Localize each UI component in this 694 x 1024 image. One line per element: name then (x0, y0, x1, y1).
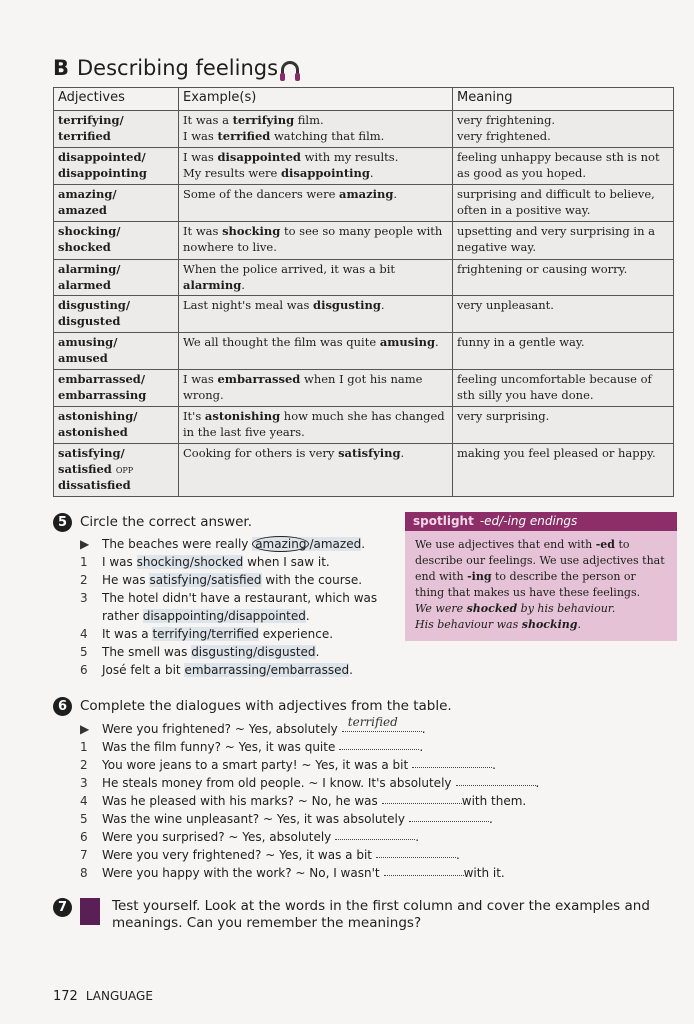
text-segment: It was a (183, 113, 233, 127)
item-prompt: Was the wine unpleasant? ~ Yes, it was absolutely (102, 812, 405, 826)
item-number: 7 (80, 848, 88, 862)
text-segment: . (241, 277, 245, 292)
bold-word: shocking (521, 618, 578, 631)
adjective (58, 298, 174, 314)
table-row (54, 407, 674, 444)
text-segment: in the last five years. (183, 424, 305, 439)
item-prompt: Was he pleased with his marks? ~ No, he was (102, 794, 378, 808)
adjective-cell (54, 333, 179, 370)
text-segment: His behaviour was (415, 618, 522, 631)
exercise-number: 5 (53, 513, 72, 532)
example-line (183, 409, 448, 425)
bold-word: shocked (466, 602, 518, 615)
bold-word: satisfying (338, 446, 401, 460)
exercise-6-items (80, 715, 540, 882)
spotlight-title: -ed/-ing endings (479, 514, 578, 528)
exercise-item (80, 589, 377, 625)
table-row (54, 260, 674, 296)
adjective (58, 351, 174, 367)
adjective (58, 409, 174, 425)
footer-section: LANGUAGE (85, 989, 153, 1003)
adjective-text: shocking/ (58, 224, 121, 238)
example-line (183, 240, 448, 256)
bold-word: -ing (467, 570, 492, 583)
text-segment: My results were (183, 165, 282, 180)
example-line (183, 187, 448, 203)
option-text[interactable]: terrifying/terrified (152, 627, 259, 641)
table-row (54, 222, 674, 260)
item-suffix: . (361, 537, 366, 551)
text-segment: when I got his name (300, 372, 423, 386)
example-cell (179, 370, 453, 407)
meaning-cell (453, 333, 674, 370)
meaning-line: feeling unhappy because sth is not (457, 150, 660, 164)
option-text[interactable]: satisfying/satisfied (149, 573, 262, 587)
text-segment: . (435, 335, 439, 349)
adjective (58, 425, 174, 441)
example-line (183, 278, 448, 294)
exercise-item (80, 535, 377, 553)
adjective-cell (54, 296, 179, 333)
exercise-item (80, 810, 539, 828)
exercise-item (80, 625, 377, 643)
answer-blank[interactable] (412, 756, 492, 768)
example-line (183, 388, 448, 404)
item-prompt: Were you surprised? ~ Yes, absolutely (102, 830, 332, 844)
adjective (58, 224, 174, 240)
example-cell (179, 333, 453, 370)
adjective (58, 113, 174, 129)
adjective-cell (54, 111, 179, 148)
exercise-5-items (80, 535, 377, 679)
exercise-number: 7 (53, 898, 72, 917)
adjective (58, 262, 174, 278)
item-number: 8 (80, 866, 88, 880)
example-cell (179, 407, 453, 444)
adjective (58, 240, 174, 256)
item-suffix: . (415, 830, 420, 844)
exercise-item (80, 643, 377, 661)
spotlight-tag: spotlight (413, 514, 474, 528)
item-suffix: . (349, 663, 353, 677)
adjective-text: dissatisfied (58, 478, 131, 492)
item-prefix: The smell was (102, 645, 192, 659)
item-prompt: You wore jeans to a smart party! ~ Yes, it was a bit (102, 758, 409, 772)
text-segment: to describe our feelings. We use adjectives that end with (415, 538, 665, 583)
text-segment: We use adjectives that end with (415, 538, 596, 551)
text-segment: When the police arrived, it was a bit (183, 262, 396, 276)
example-cell (179, 185, 453, 222)
circled-answer[interactable]: amazing (252, 536, 309, 552)
item-text (102, 535, 365, 553)
adjective (58, 478, 174, 494)
text-segment: It's (183, 409, 205, 423)
exercise-instruction: Complete the dialogues with adjectives from the table. (80, 698, 452, 714)
example-line (183, 262, 448, 278)
example-line (183, 372, 448, 388)
section-heading: Describing feelings (77, 56, 279, 80)
adjective-text: astonishing/ (58, 409, 138, 423)
meaning-cell (453, 370, 674, 407)
text-segment: to describe the person or thing that makes us have these feelings. (415, 570, 641, 599)
adjective-cell (54, 370, 179, 407)
exercise-item (80, 661, 377, 679)
text-segment: . (393, 187, 398, 201)
page-number: 172 (53, 989, 78, 1004)
meaning-cell (453, 148, 674, 185)
meaning-line: sth silly you have done. (457, 387, 594, 402)
bold-word: terrified (217, 128, 271, 143)
table-row (54, 333, 674, 370)
text-segment: watching that film. (270, 128, 385, 143)
answer-options[interactable] (152, 627, 258, 641)
item-number: 5 (80, 645, 88, 659)
adjective-cell (54, 222, 179, 260)
text-segment: We all thought the film was quite (183, 335, 380, 349)
adjective-text: disappointed/ (58, 150, 146, 164)
text-segment: I was (183, 128, 218, 143)
item-suffix: . (535, 776, 540, 790)
example-cell (179, 222, 453, 260)
answer-blank[interactable] (409, 810, 489, 822)
example-cell (179, 444, 453, 497)
item-number: 4 (80, 627, 88, 641)
adjective-text: disgusting/ (58, 298, 131, 312)
item-suffix: with the course. (261, 573, 363, 587)
adjective-text: disgusted (58, 313, 121, 328)
answer-blank[interactable] (376, 846, 456, 858)
section-letter: B (53, 56, 70, 80)
item-prefix: The beaches were really (102, 537, 253, 551)
meaning-line: as good as you hoped. (457, 165, 587, 180)
item-prompt: Were you frightened? ~ Yes, absolutely (102, 722, 338, 736)
bold-word: -ed (595, 538, 615, 551)
adjective-text: amazing/ (58, 187, 117, 201)
example-line (183, 425, 448, 441)
exercise-instruction: Circle the correct answer. (80, 514, 253, 530)
option-text[interactable]: embarrassing/embarrassed (184, 663, 350, 677)
header-adjectives: Adjectives (54, 88, 179, 111)
exercise-item (80, 846, 539, 864)
text-segment: . (380, 298, 385, 312)
item-suffix: with it. (463, 866, 505, 880)
adjective-text: shocked (58, 239, 111, 254)
text-segment: It was (183, 224, 223, 238)
adjective-cell (54, 444, 179, 497)
bold-word: amazing (339, 187, 394, 201)
meaning-line: often in a positive way. (457, 202, 591, 217)
item-prefix-2: rather (102, 609, 143, 623)
exercise-item (80, 864, 539, 882)
text-segment: to see so many people with (280, 224, 443, 238)
item-number: 4 (80, 794, 88, 808)
item-number: 3 (80, 591, 88, 605)
meaning-cell (453, 185, 674, 222)
meaning-line: surprising and difficult to believe, (457, 187, 655, 201)
notebook-icon (80, 898, 100, 925)
exercise-5-heading (53, 513, 252, 532)
meaning-cell (453, 260, 674, 296)
exercise-7-text: Test yourself. Look at the words in the first column and cover the examples and meanings. Can you remember the meanings? (112, 898, 650, 931)
item-text (102, 625, 333, 643)
text-segment: I was (183, 372, 218, 386)
item-prompt: He steals money from old people. ~ I know. It's absolutely (102, 776, 452, 790)
item-number: ▶ (80, 537, 90, 551)
meaning-cell (453, 222, 674, 260)
item-number: ▶ (80, 722, 90, 736)
example-line (183, 113, 448, 129)
answer-options[interactable] (137, 555, 244, 569)
adjective (58, 187, 174, 203)
table-row (54, 111, 674, 148)
item-text (102, 589, 377, 625)
item-suffix: . (305, 609, 310, 623)
exercise-item (80, 774, 539, 792)
exercise-item (80, 828, 539, 846)
adjective-text: amused (58, 350, 108, 365)
item-prefix: It was a (102, 627, 153, 641)
example-cell (179, 260, 453, 296)
item-number: 6 (80, 830, 88, 844)
adjective-text: embarrassed/ (58, 372, 146, 386)
exercise-item (80, 553, 377, 571)
exercise-7 (53, 898, 663, 932)
text-segment: We were (415, 602, 467, 615)
meaning-line: upsetting and very surprising in a (457, 224, 655, 238)
answer-options[interactable] (149, 573, 261, 587)
item-suffix: . (421, 722, 426, 736)
exercise-number: 6 (53, 697, 72, 716)
item-text (102, 643, 319, 661)
opposite-label: OPP (115, 465, 134, 475)
adjective-cell (54, 260, 179, 296)
adjective-text: satisfied (58, 461, 112, 476)
adjective-text: alarmed (58, 277, 111, 292)
item-number: 3 (80, 776, 88, 790)
text-segment: by his behaviour. (517, 602, 616, 615)
example-cell (179, 296, 453, 333)
option-text[interactable]: /amazed (309, 537, 362, 551)
meaning-line: very unpleasant. (457, 298, 554, 312)
headphones-icon (281, 61, 299, 77)
adjective-text: satisfying/ (58, 446, 125, 460)
adjective-text: disappointing (58, 165, 147, 180)
example-cell (179, 148, 453, 185)
meaning-cell (453, 407, 674, 444)
example-line (183, 335, 448, 351)
spotlight-header (405, 512, 677, 531)
answer-blank[interactable] (384, 864, 464, 876)
option-text[interactable]: disgusting/disgusted (191, 645, 316, 659)
page-footer (53, 989, 153, 1004)
meaning-line: funny in a gentle way. (457, 335, 585, 349)
item-suffix: when I saw it. (243, 555, 330, 569)
exercise-item (80, 738, 539, 756)
meaning-cell (453, 296, 674, 333)
table-row (54, 370, 674, 407)
item-number: 1 (80, 555, 88, 569)
meaning-line: very surprising. (457, 409, 550, 423)
text-segment: . (577, 618, 581, 631)
adjective (58, 462, 174, 479)
text-segment: how much she has changed (280, 409, 445, 423)
answer-blank[interactable] (456, 774, 536, 786)
adjective-text: amusing/ (58, 335, 118, 349)
answer-blank[interactable] (342, 715, 422, 732)
adjective-cell (54, 148, 179, 185)
adjective-text: terrifying/ (58, 113, 124, 127)
adjective-cell (54, 185, 179, 222)
exercise-item (80, 792, 539, 810)
exercise-item (80, 571, 377, 589)
bold-word: embarrassed (217, 372, 301, 386)
text-segment: Last night's meal was (183, 298, 314, 312)
spotlight-body (405, 531, 677, 639)
item-number: 5 (80, 812, 88, 826)
item-prefix: José felt a bit (102, 663, 185, 677)
example-line (183, 446, 448, 462)
item-text (102, 553, 330, 571)
item-number: 1 (80, 740, 88, 754)
meaning-cell (453, 444, 674, 497)
bold-word: shocking (222, 224, 281, 238)
adjective (58, 446, 174, 462)
meaning-line: negative way. (457, 239, 537, 254)
item-prefix: He was (102, 573, 150, 587)
table-row (54, 444, 674, 497)
spotlight-box (405, 512, 677, 641)
adjective-text: amazed (58, 202, 107, 217)
item-prompt: Were you happy with the work? ~ No, I wasn't (102, 866, 380, 880)
exercise-item (80, 715, 539, 738)
bold-word: terrifying (232, 113, 295, 127)
meaning-cell (453, 111, 674, 148)
option-text[interactable]: disappointing/disappointed (142, 609, 306, 623)
item-suffix: . (315, 645, 320, 659)
table-header-row (54, 88, 674, 111)
item-number: 6 (80, 663, 88, 677)
example-line (183, 166, 448, 182)
example-line (183, 129, 448, 145)
header-meaning: Meaning (453, 88, 674, 111)
adjective (58, 166, 174, 182)
item-suffix: with them. (461, 794, 527, 808)
handwritten-answer: terrified (347, 715, 398, 729)
bold-word: disappointed (217, 150, 301, 164)
item-suffix: . (488, 812, 493, 826)
bold-word: astonishing (204, 409, 281, 423)
text-segment: . (369, 165, 374, 180)
option-text[interactable]: shocking/shocked (136, 555, 244, 569)
adjective (58, 129, 174, 145)
adjective (58, 372, 174, 388)
example-line (183, 224, 448, 240)
meaning-line: frightening or causing worry. (457, 262, 628, 276)
table-row (54, 148, 674, 185)
answer-blank[interactable] (339, 738, 419, 750)
text-segment: film. (294, 113, 324, 127)
adjective (58, 203, 174, 219)
exercise-item (80, 756, 539, 774)
bold-word: disgusting (313, 298, 381, 312)
text-segment: . (400, 446, 405, 460)
item-prefix: The hotel didn't have a restaurant, which was (102, 591, 378, 605)
text-segment: with my results. (300, 150, 399, 164)
text-segment: nowhere to live. (183, 239, 277, 254)
meaning-line: very frightened. (457, 128, 551, 143)
adjective-text: terrified (58, 128, 111, 143)
example-cell (179, 111, 453, 148)
table-row (54, 185, 674, 222)
item-prompt: Was the film funny? ~ Yes, it was quite (102, 740, 336, 754)
adjective-cell (54, 407, 179, 444)
text-segment: Some of the dancers were (183, 187, 340, 201)
adjective (58, 150, 174, 166)
item-suffix: . (419, 740, 424, 754)
item-number: 2 (80, 758, 88, 772)
answer-options[interactable] (191, 645, 315, 659)
adjective (58, 278, 174, 294)
item-text (102, 571, 362, 589)
answer-options[interactable] (252, 537, 361, 551)
item-text (102, 661, 353, 679)
adjectives-table (53, 87, 674, 497)
text-segment: Cooking for others is very (183, 446, 339, 460)
answer-options[interactable] (143, 609, 306, 623)
table-row (54, 296, 674, 333)
header-examples: Example(s) (179, 88, 453, 111)
item-suffix: experience. (258, 627, 334, 641)
text-segment: I was (183, 150, 218, 164)
adjective-text: alarming/ (58, 262, 121, 276)
meaning-line: feeling uncomfortable because of (457, 372, 652, 386)
adjective (58, 388, 174, 404)
bold-word: alarming (183, 277, 242, 292)
item-suffix: . (455, 848, 460, 862)
bold-word: amusing (379, 335, 436, 349)
example-line (183, 298, 448, 314)
adjective (58, 335, 174, 351)
adjective-text: embarrassing (58, 387, 147, 402)
answer-blank[interactable] (382, 792, 462, 804)
answer-blank[interactable] (335, 828, 415, 840)
item-suffix: . (492, 758, 496, 772)
meaning-line: making you feel pleased or happy. (457, 446, 656, 460)
answer-options[interactable] (184, 663, 349, 677)
item-prefix: I was (102, 555, 137, 569)
section-title (53, 56, 299, 80)
adjective (58, 314, 174, 330)
item-number: 2 (80, 573, 88, 587)
adjective-text: astonished (58, 424, 128, 439)
meaning-line: very frightening. (457, 113, 556, 127)
bold-word: disappointing (281, 165, 370, 180)
item-prompt: Were you very frightened? ~ Yes, it was a bit (102, 848, 372, 862)
example-line (183, 150, 448, 166)
text-segment: wrong. (183, 387, 224, 402)
